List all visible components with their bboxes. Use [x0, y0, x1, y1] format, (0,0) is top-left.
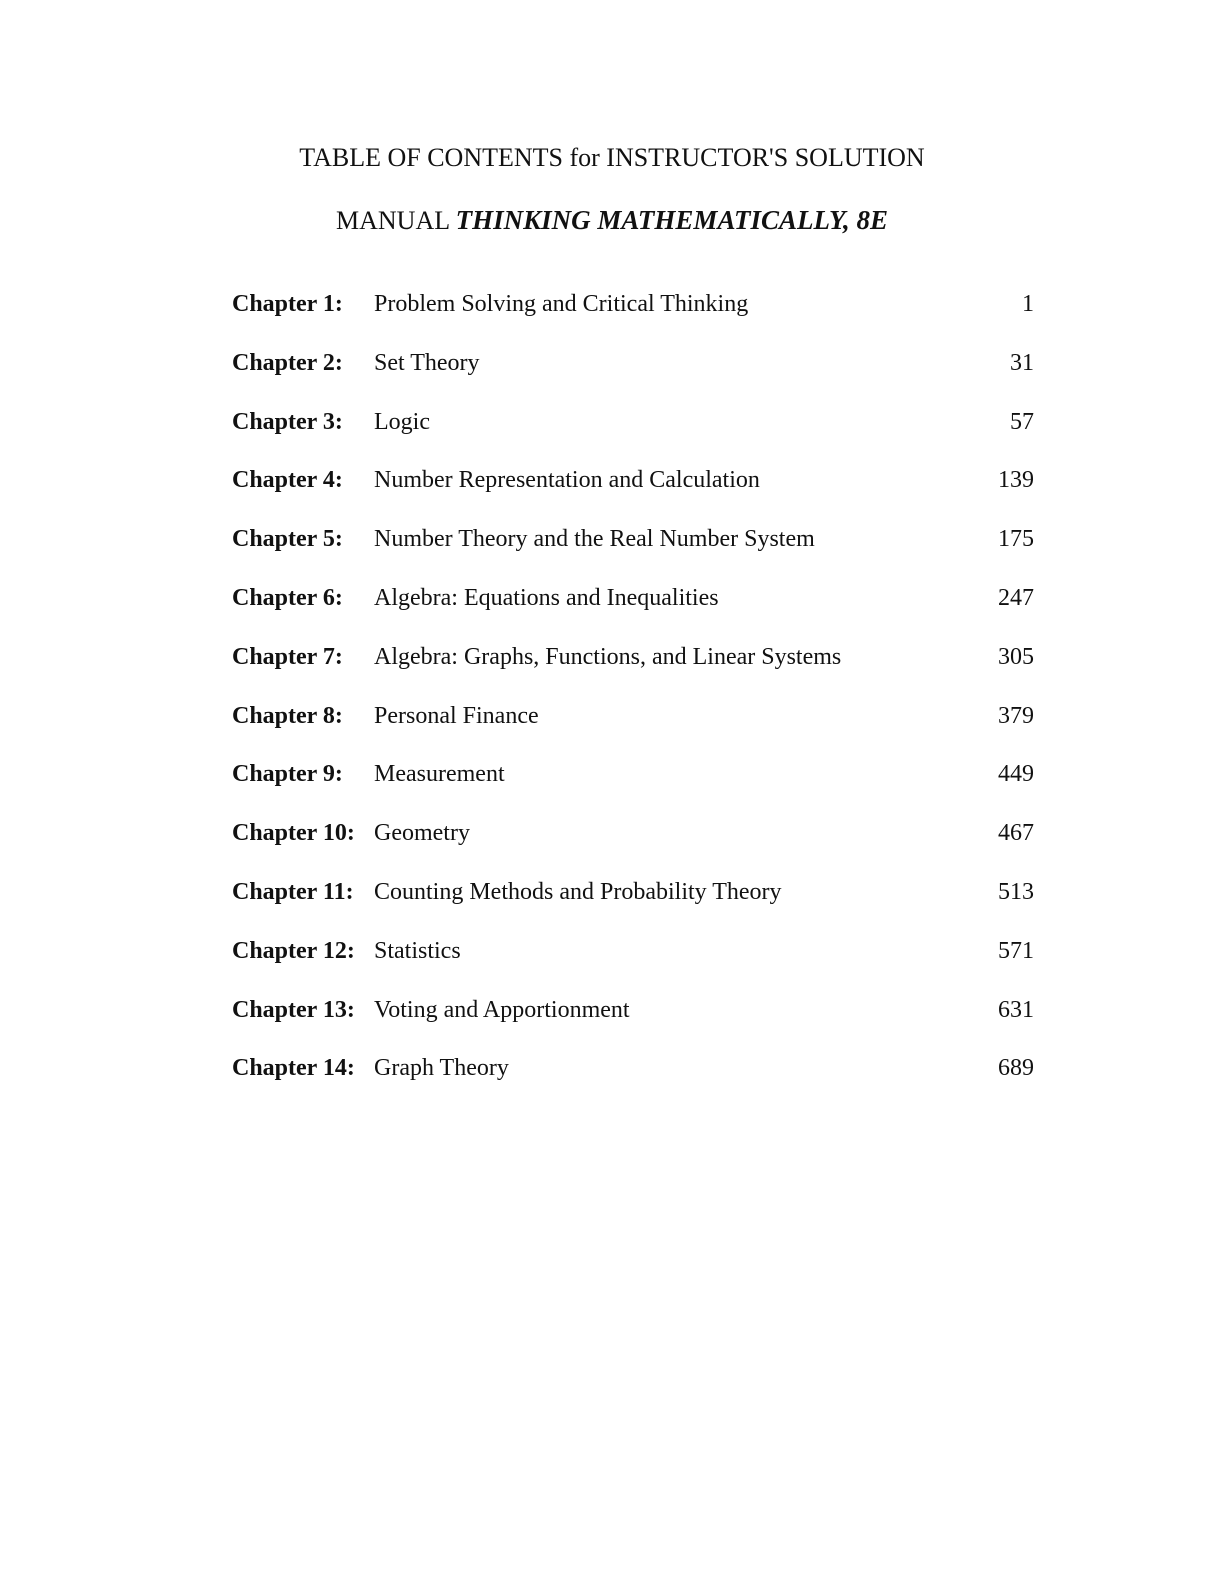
toc-row [232, 935, 1034, 994]
page-number: 247 [998, 584, 1034, 611]
page-number: 379 [998, 702, 1034, 729]
toc-row [232, 582, 1034, 641]
chapter-title: Statistics [374, 937, 461, 964]
page-number: 571 [998, 937, 1034, 964]
toc-row [232, 1052, 1034, 1111]
toc-row [232, 406, 1034, 465]
book-title: THINKING MATHEMATICALLY, 8E [455, 205, 888, 235]
page-number: 305 [998, 643, 1034, 670]
chapter-number: Chapter 1: [232, 291, 343, 317]
page-number: 449 [998, 761, 1034, 788]
chapter-title: Problem Solving and Critical Thinking [374, 291, 749, 317]
page-title: TABLE OF CONTENTS for INSTRUCTOR'S SOLUTION [299, 143, 925, 172]
page-number: 513 [998, 878, 1034, 905]
chapter-number: Chapter 5: [232, 526, 343, 553]
chapter-number: Chapter 9: [232, 761, 343, 788]
chapter-number: Chapter 4: [232, 467, 343, 494]
chapter-title: Number Representation and Calculation [374, 467, 760, 494]
chapter-number: Chapter 6: [232, 584, 343, 611]
chapter-number: Chapter 7: [232, 643, 343, 670]
chapter-title: Personal Finance [374, 702, 539, 729]
toc-row [232, 523, 1034, 582]
chapter-number: Chapter 11: [232, 878, 354, 905]
chapter-title: Algebra: Equations and Inequalities [374, 584, 719, 611]
chapter-title: Measurement [374, 761, 505, 788]
chapter-number: Chapter 13: [232, 996, 355, 1023]
chapter-number: Chapter 3: [232, 408, 343, 435]
chapter-title: Voting and Apportionment [374, 996, 630, 1023]
chapter-title: Graph Theory [374, 1055, 509, 1082]
toc-row [232, 876, 1034, 935]
page-number: 689 [998, 1055, 1034, 1082]
page-number: 467 [998, 820, 1034, 847]
chapter-number: Chapter 2: [232, 349, 343, 376]
toc-row [232, 994, 1034, 1053]
toc-row [232, 641, 1034, 700]
page-number: 631 [998, 996, 1034, 1023]
chapter-title: Geometry [374, 820, 470, 847]
toc-row [232, 817, 1034, 876]
toc-row [232, 347, 1034, 406]
page-number: 139 [998, 467, 1034, 494]
page-number: 57 [1010, 408, 1034, 435]
chapter-title: Algebra: Graphs, Functions, and Linear Systems [374, 643, 842, 670]
page-title-line-2 [0, 205, 1224, 236]
page-number: 175 [998, 526, 1034, 553]
toc-row [232, 288, 1034, 347]
chapter-title: Logic [374, 408, 430, 435]
chapter-number: Chapter 14: [232, 1055, 355, 1082]
chapter-number: Chapter 12: [232, 937, 355, 964]
title-prefix: MANUAL [336, 206, 450, 235]
chapter-number: Chapter 8: [232, 702, 343, 729]
chapter-number: Chapter 10: [232, 820, 355, 847]
chapter-title: Counting Methods and Probability Theory [374, 878, 782, 905]
toc-row [232, 758, 1034, 817]
chapter-title: Set Theory [374, 349, 480, 376]
chapter-title: Number Theory and the Real Number System [374, 526, 815, 553]
page-number: 1 [1022, 291, 1034, 317]
toc-row [232, 700, 1034, 759]
page-number: 31 [1010, 349, 1034, 376]
page-title-line-1 [0, 143, 1224, 173]
table-of-contents [232, 288, 1034, 1111]
toc-row [232, 464, 1034, 523]
